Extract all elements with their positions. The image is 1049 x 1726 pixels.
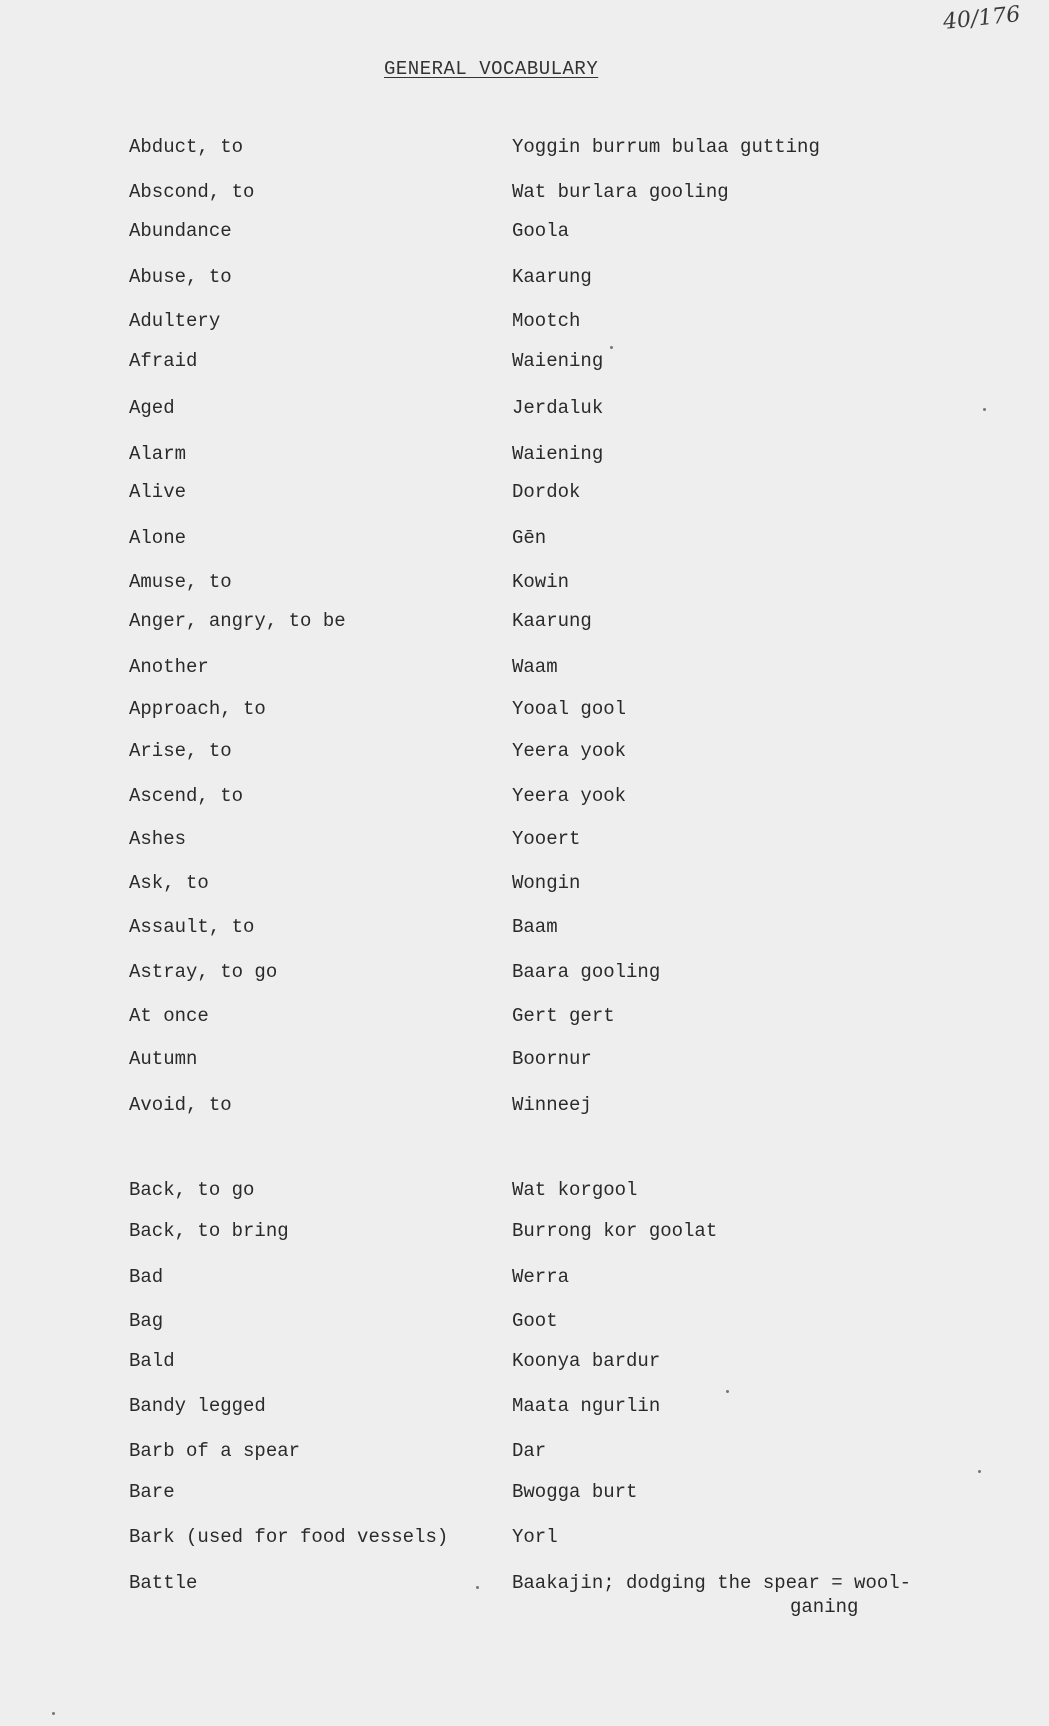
page-title: GENERAL VOCABULARY (384, 58, 599, 80)
english-term: At once (129, 1005, 209, 1027)
vocab-entry (0, 134, 1049, 160)
folio-number: 40/176 (941, 2, 1022, 35)
english-term: Abscond, to (129, 181, 255, 203)
aboriginal-term: Maata ngurlin (512, 1395, 661, 1417)
scan-speck (978, 1470, 981, 1473)
english-term: Back, to bring (129, 1220, 289, 1242)
vocab-entry (0, 1046, 1049, 1072)
aboriginal-term: Yeera yook (512, 785, 627, 807)
english-term: Another (129, 656, 209, 678)
scan-speck (52, 1712, 55, 1715)
english-term: Battle (129, 1572, 198, 1594)
english-term: Bark (used for food vessels) (129, 1526, 449, 1548)
aboriginal-term: Wongin (512, 872, 581, 894)
english-term: Bald (129, 1350, 175, 1372)
aboriginal-term-line: Baakajin; dodging the spear = wool- (512, 1572, 912, 1594)
aboriginal-term: Dordok (512, 481, 581, 503)
vocab-entry (0, 826, 1049, 852)
aboriginal-term: Werra (512, 1266, 570, 1288)
scan-speck (476, 1586, 479, 1589)
vocab-entry (0, 870, 1049, 896)
aboriginal-term: Yooert (512, 828, 581, 850)
aboriginal-term: Koonya bardur (512, 1350, 661, 1372)
english-term: Aged (129, 397, 175, 419)
scan-speck (726, 1390, 729, 1393)
aboriginal-term (512, 1570, 911, 1618)
vocab-entry (0, 654, 1049, 680)
english-term: Autumn (129, 1048, 198, 1070)
vocab-entry (0, 1438, 1049, 1464)
aboriginal-term: Kaarung (512, 266, 592, 288)
aboriginal-term: Yeera yook (512, 740, 627, 762)
english-term: Ask, to (129, 872, 209, 894)
vocab-entry (0, 441, 1049, 467)
aboriginal-term: Waiening (512, 443, 604, 465)
aboriginal-term: Gēn (512, 527, 547, 549)
vocab-entry (0, 738, 1049, 764)
english-term: Alive (129, 481, 187, 503)
vocab-entry (0, 569, 1049, 595)
english-term: Bag (129, 1310, 164, 1332)
english-term: Barb of a spear (129, 1440, 301, 1462)
english-term: Ashes (129, 828, 187, 850)
aboriginal-term: Waam (512, 656, 558, 678)
vocab-entry (0, 1218, 1049, 1244)
vocab-entry (0, 783, 1049, 809)
vocab-entry (0, 308, 1049, 334)
aboriginal-term: Kowin (512, 571, 570, 593)
english-term: Bad (129, 1266, 164, 1288)
english-term: Afraid (129, 350, 198, 372)
vocab-entry (0, 608, 1049, 634)
english-term: Back, to go (129, 1179, 255, 1201)
aboriginal-term: Jerdaluk (512, 397, 604, 419)
aboriginal-term: Wat korgool (512, 1179, 638, 1201)
english-term: Alone (129, 527, 187, 549)
vocab-entry (0, 1177, 1049, 1203)
english-term: Anger, angry, to be (129, 610, 346, 632)
english-term: Approach, to (129, 698, 266, 720)
vocab-entry (0, 1003, 1049, 1029)
aboriginal-term: Wat burlara gooling (512, 181, 729, 203)
english-term: Abduct, to (129, 136, 244, 158)
english-term: Ascend, to (129, 785, 244, 807)
aboriginal-term: Baam (512, 916, 558, 938)
vocab-entry (0, 1479, 1049, 1505)
vocab-entry (0, 218, 1049, 244)
aboriginal-term: Mootch (512, 310, 581, 332)
aboriginal-term-continuation: ganing (790, 1596, 859, 1618)
scan-speck (610, 346, 613, 349)
aboriginal-term: Burrong kor goolat (512, 1220, 718, 1242)
vocab-entry (0, 525, 1049, 551)
vocab-entry (0, 1393, 1049, 1419)
vocab-entry (0, 696, 1049, 722)
aboriginal-term: Yoggin burrum bulaa gutting (512, 136, 820, 158)
english-term: Astray, to go (129, 961, 278, 983)
vocab-entry (0, 1308, 1049, 1334)
vocab-entry (0, 1092, 1049, 1118)
vocab-entry (0, 179, 1049, 205)
aboriginal-term: Gert gert (512, 1005, 615, 1027)
english-term: Bandy legged (129, 1395, 266, 1417)
english-term: Avoid, to (129, 1094, 232, 1116)
aboriginal-term: Winneej (512, 1094, 592, 1116)
vocab-entry (0, 1570, 1049, 1622)
english-term: Arise, to (129, 740, 232, 762)
english-term: Abuse, to (129, 266, 232, 288)
aboriginal-term: Goot (512, 1310, 558, 1332)
vocab-entry (0, 479, 1049, 505)
vocab-entry (0, 395, 1049, 421)
vocab-entry (0, 959, 1049, 985)
aboriginal-term: Yorl (512, 1526, 558, 1548)
aboriginal-term: Boornur (512, 1048, 592, 1070)
vocab-entry (0, 348, 1049, 374)
vocab-entry (0, 264, 1049, 290)
english-term: Amuse, to (129, 571, 232, 593)
aboriginal-term: Baara gooling (512, 961, 661, 983)
english-term: Abundance (129, 220, 232, 242)
english-term: Bare (129, 1481, 175, 1503)
aboriginal-term: Dar (512, 1440, 547, 1462)
english-term: Adultery (129, 310, 221, 332)
vocab-entry (0, 1264, 1049, 1290)
english-term: Alarm (129, 443, 187, 465)
aboriginal-term: Bwogga burt (512, 1481, 638, 1503)
english-term: Assault, to (129, 916, 255, 938)
vocab-entry (0, 914, 1049, 940)
vocab-entry (0, 1348, 1049, 1374)
scan-speck (983, 408, 986, 411)
vocab-entry (0, 1524, 1049, 1550)
aboriginal-term: Waiening (512, 350, 604, 372)
aboriginal-term: Kaarung (512, 610, 592, 632)
aboriginal-term: Yooal gool (512, 698, 627, 720)
aboriginal-term: Goola (512, 220, 570, 242)
